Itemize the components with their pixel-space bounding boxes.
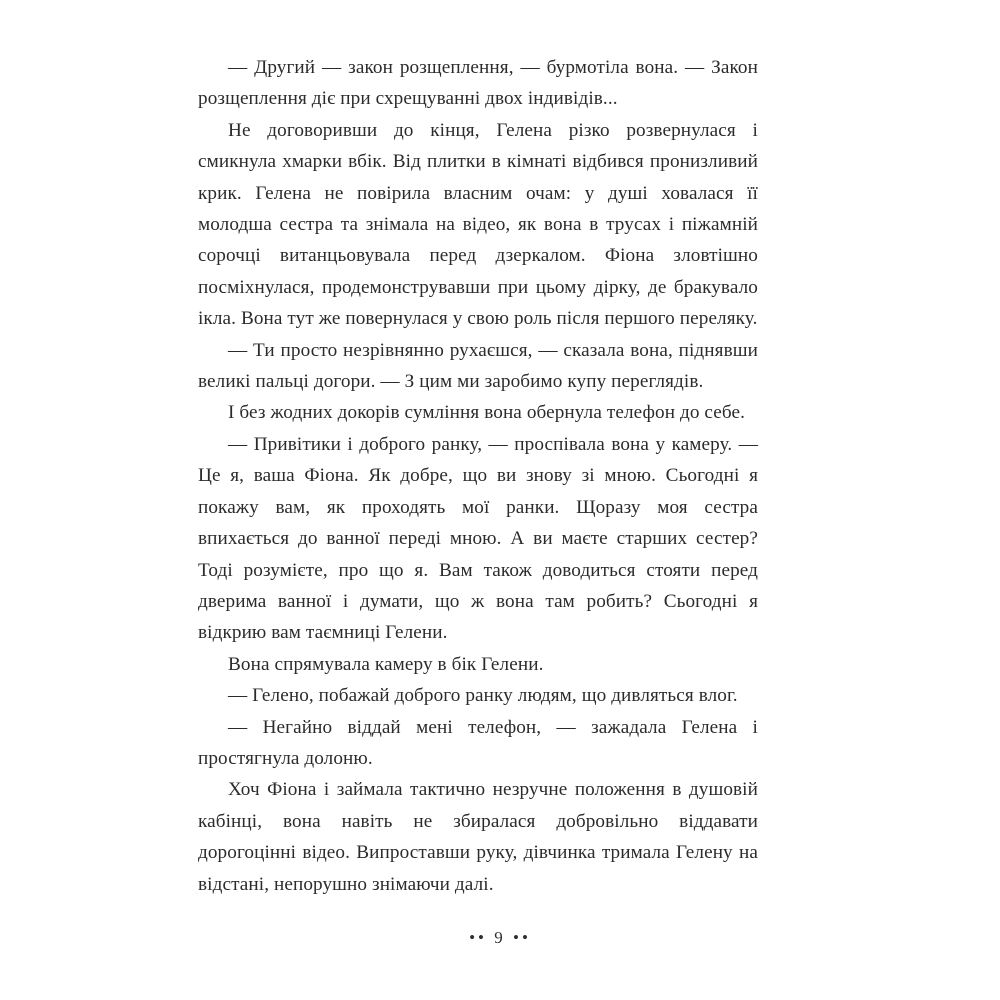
paragraph: Не договоривши до кінця, Гелена різко розвернулася і смикнула хмарки вбік. Від плитки в кімнаті відбився пронизливий крик. Гелена не повірила власним очам: у душі ховалася її молодша сестра та знімала на відео, як вона в трусах і піжамній сорочці витанцьовувала перед дзеркалом. Фіона зловтішно посміхнулася, продемонструвавши при цьому дірку, де бракувало ікла. Вона тут же повернулася у свою роль після першого переляку. [198, 119, 758, 330]
page-text-column [198, 52, 758, 900]
paragraph: — Ти просто незрівнянно рухаєшся, — сказала вона, піднявши великі пальці догори. — З цим ми заробимо купу переглядів. [198, 339, 758, 393]
paragraph: Хоч Фіона і займала тактично незручне положення в душовій кабінці, вона навіть не збиралася добровільно віддавати дорогоцінні відео. Випроставши руку, дівчинка тримала Гелену на відстані, непорушно знімаючи далі. [198, 779, 758, 895]
paragraph: І без жодних докорів сумління вона обернула телефон до себе. [228, 402, 746, 424]
paragraph: — Гелено, побажай доброго ранку людям, що дивляться влог. [228, 685, 738, 707]
paragraph: Вона спрямувала камеру в бік Гелени. [228, 653, 544, 675]
paragraph: — Негайно віддай мені телефон, — зажадала Гелена і простягнула долоню. [198, 716, 758, 769]
page-footer [0, 928, 1000, 948]
paragraph: — Другий — закон розщеплення, — бурмотіла вона. — Закон розщеплення діє при схрещуванні двох індивідів... [198, 57, 758, 110]
page-number: •• 9 •• [469, 928, 531, 947]
paragraph: — Привітики і доброго ранку, — проспівала вона у камеру. — Це я, ваша Фіона. Як добре, що ви знову зі мною. Сьогодні я покажу вам, як проходять мої ранки. Щоразу моя сестра впихається до ванної переді мною. А ви маєте старших сестер? Тоді розумієте, про що я. Вам також доводиться стояти перед дверима ванної і думати, що ж вона там робить? Сьогодні я відкрию вам таємниці Гелени. [198, 433, 758, 644]
